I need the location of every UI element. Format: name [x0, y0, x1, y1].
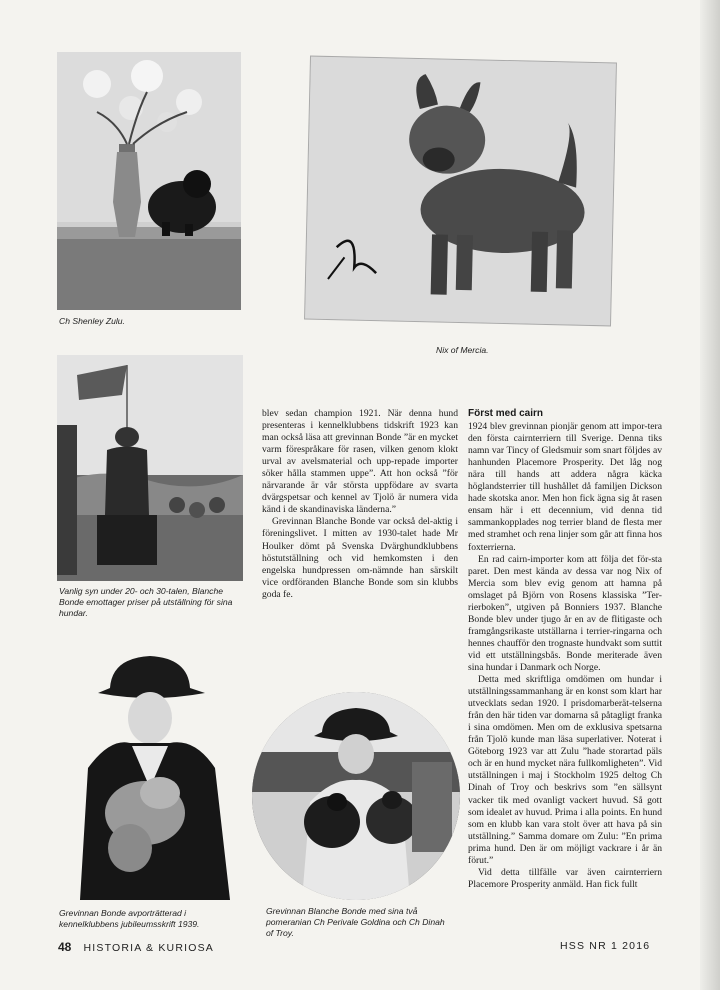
caption-nix-of-mercia: Nix of Mercia.: [436, 345, 489, 355]
text-column-middle: [262, 408, 458, 601]
section-heading: Först med cairn: [468, 408, 544, 419]
paragraph: Detta med skriftliga omdömen om hundar i utställningssammanhang är en konst som klart har utvecklats sedan 1920. I prisdomarberät-telserna från den här tiden var domarna så påtagligt franka i sina omdömen. Men om de exklusiva spetsarna från Tjolö kunde man läsa superlativer. Noterat i Göteborg 1923 var att Zulu ”hade storartad päls och är en hund mycket nära fullkomligheten”. Vid utställningen i maj i Stockholm 1925 deltog Ch Dinah of Troy och beskrivs som ”en sällsynt vacker tik med ovanligt vackert huvud. Så gott som idealet av huvud. Prima i alla points. En hund som en klubb kan vara stolt över att hava på sin utställning.” Samma domare om Zulu: ”En prima prima hund. Den är om möjligt vackrare i år än förut.”: [468, 674, 662, 866]
text-column-right: [468, 408, 662, 891]
footer-left: [58, 940, 214, 954]
photo-pomeranians-circle: [252, 692, 460, 900]
page-number: 48: [58, 940, 72, 954]
photo-nix-of-mercia: [305, 57, 616, 326]
caption-portrait-bonde: Grevinnan Bonde avporträtterad i kennelklubbens jubileumsskrift 1939.: [59, 908, 200, 929]
caption-shenley-zulu: Ch Shenley Zulu.: [59, 316, 125, 326]
paragraph: 1924 blev grevinnan pionjär genom att impor-tera den första cairnterriern till Sverige. Denna tiks namn var Tincy of Gledsmuir som snart följdes av hanhunden Placemore Prosperity. Det låg nog nära till hands att addera några käcka höglandsterrier till hushållet då familjen Dickson hade skotska anor. Men hon fick ägna sig åt rasen ensam här i ett decennium, vid denna tid sammankopplades nog terrier bland de flesta mer med stramhet och rena linjer som går att finna hos foxterrierna.: [468, 421, 662, 553]
footer-right: [560, 940, 650, 952]
photo-shenley-zulu: [57, 52, 241, 310]
paragraph: En rad cairn-importer kom att följa det för-sta paret. Den mest kända av dessa var nog Nix of Mercia som blev evig genom att hamna på omslaget på Björn von Rosens klassiska ”Ter-rierboken”, utgiven på Bonniers 1937. Blanche Bonde blev under tjugo år en av de flitigaste och framgångsrikaste utställarna i terrier-ringarna och hennes chaufför den trognaste hundvakt som suttit vid ett utställningsbås. Bonde meriterade även sina hundar i Danmark och Norge.: [468, 553, 662, 673]
paragraph: Vid detta tillfälle var även cairnterriern Placemore Prosperity anmäld. Han fick fullt: [468, 866, 662, 890]
page-edge-shadow: [700, 0, 720, 990]
photo-portrait-bonde: [70, 648, 238, 900]
paragraph: blev sedan champion 1921. När denna hund presenteras i kennelklubbens tidskrift 1923 kan man också läsa att grevinnan Bonde ”är en mycket varm förespråkare för rasen, vilken genom klokt urval av avelsmaterial och upp-repade importer söker hålla stammen uppe”. Att hon också ”för närvarande är vår största uppfödare av svarta dvärgspetsar och kennel av Tjolö är numera vida känd i de skandinaviska länderna.”: [262, 408, 458, 516]
photo-show-scene: [57, 355, 243, 581]
issue-label: HSS NR 1 2016: [560, 940, 651, 952]
magazine-section: HISTORIA & KURIOSA: [83, 942, 215, 954]
paragraph: Grevinnan Blanche Bonde var också del-aktig i föreningslivet. I mitten av 1930-talet hade Mr Houlker dömt på Svenska Dvärghundklubbens höstutställning och vid hemkomsten i den engelska hundpressen om-nämnde han särskilt vice ordföranden Blanche Bonde som sin klubbs goda fe.: [262, 516, 458, 600]
caption-show-scene: Vanlig syn under 20- och 30-talen, Blanche Bonde emottager priser på utställning för sina hundar.: [59, 586, 233, 618]
caption-pomeranians: Grevinnan Blanche Bonde med sina två pomeranian Ch Perivale Goldina och Ch Dinah of Troy.: [266, 906, 445, 938]
